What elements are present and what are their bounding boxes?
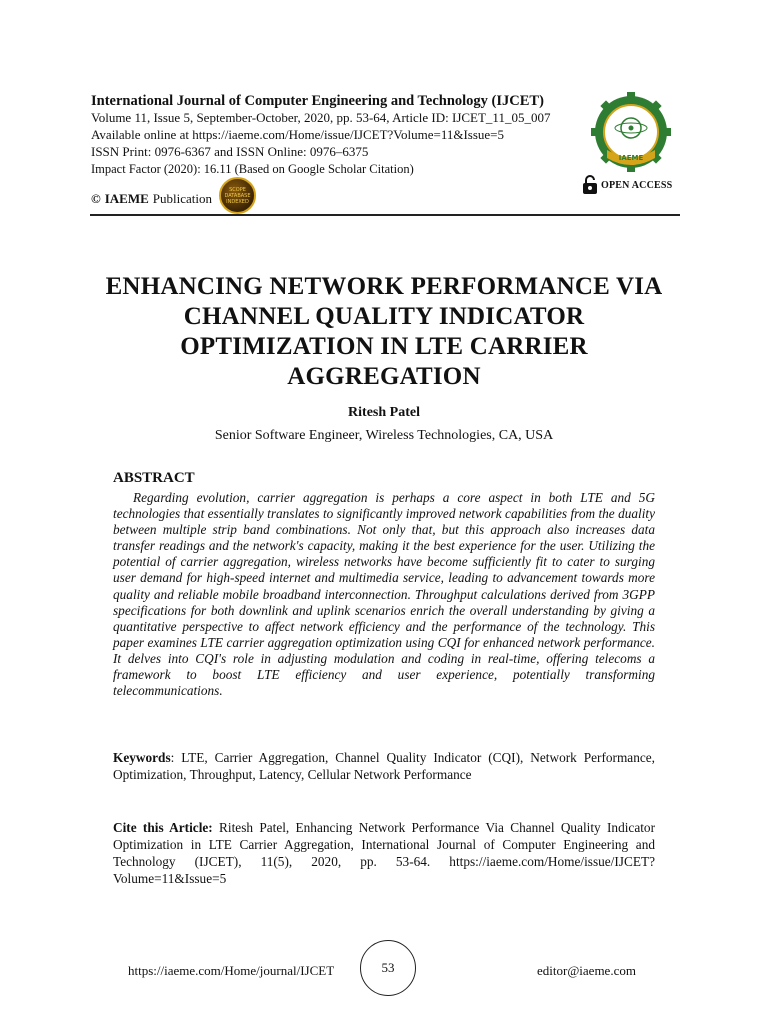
- publisher-name: IAEME: [104, 191, 149, 206]
- page-number-value: 53: [381, 960, 395, 975]
- page-number: [360, 940, 416, 996]
- cite-label: Cite this Article:: [113, 820, 213, 835]
- padlock-icon: [582, 175, 598, 195]
- author-name: Ritesh Patel: [348, 405, 420, 420]
- copyright-symbol: ©: [91, 191, 101, 206]
- scope-badge-line-2: DATABASE: [224, 192, 251, 199]
- cite-this-article: [113, 819, 655, 887]
- cite-text: Ritesh Patel, Enhancing Network Performance Via Channel Quality Indicator Optimization in LTE Carrier Aggregation, International Journal of Computer Engineering and Technology (IJCET), 11(5), 2020, pp. 53-64. https://iaeme.com/Home/issue/IJCET?Volume=11&Issue=5: [113, 820, 655, 886]
- logo-label: IAEME: [618, 154, 644, 162]
- keywords-label: Keywords: [113, 750, 171, 765]
- keywords: [113, 749, 655, 783]
- scope-badge-line-1: SCOPE: [229, 186, 246, 193]
- available-online-line: Available online at https://iaeme.com/Home/issue/IJCET?Volume=11&Issue=5: [91, 127, 505, 142]
- journal-title: International Journal of Computer Engineering and Technology (IJCET): [91, 93, 544, 109]
- header-divider: [90, 214, 680, 216]
- issn-line: ISSN Print: 0976-6367 and ISSN Online: 0976–6375: [91, 144, 369, 159]
- open-access-label: OPEN ACCESS: [601, 179, 673, 191]
- open-access-badge: [582, 175, 672, 195]
- iaeme-logo: [581, 92, 681, 178]
- keywords-text: : LTE, Carrier Aggregation, Channel Quality Indicator (CQI), Network Performance, Optimization, Throughput, Latency, Cellular Network Performance: [113, 750, 655, 782]
- footer-email-link[interactable]: editor@iaeme.com: [537, 963, 636, 978]
- publisher-line: [91, 191, 212, 207]
- paper-title: ENHANCING NETWORK PERFORMANCE VIA CHANNEL QUALITY INDICATOR OPTIMIZATION IN LTE CARRIER AGGREGATION: [105, 273, 663, 390]
- abstract-heading: ABSTRACT: [113, 470, 195, 486]
- footer-journal-link[interactable]: https://iaeme.com/Home/journal/IJCET: [128, 963, 335, 978]
- abstract-text: Regarding evolution, carrier aggregation is perhaps a core aspect in both LTE and 5G technologies that essentially translates to significantly improved network capabilities from the duality between multiple strip band combinations. Not only that, but this approach also increases data transfer readings and the network's capacity, making it the best experience for the user. Utilizing the potential of carrier aggregation, wireless networks have become sufficiently fit to cater to surging user demand for high-speed internet and multimedia service, leading to advancement towards more quality and reliable mobile broadband interconnection. Throughput calculations derived from 3GPP specifications for both downlink and uplink scenarios enrich the overall understanding by giving a quantitative perspective to affect network efficiency and the performance of the technology. This paper examines LTE carrier aggregation optimization using CQI for enhanced network performance. It delves into CQI's role in adjusting modulation and coding in real-time, offering telecoms a framework to boost LTE efficiency and user experience, potentially transforming telecommunications.: [113, 490, 655, 699]
- scope-indexed-badge: [219, 177, 256, 214]
- volume-line: Volume 11, Issue 5, September-October, 2020, pp. 53-64, Article ID: IJCET_11_05_007: [91, 110, 551, 125]
- impact-factor-line: Impact Factor (2020): 16.11 (Based on Google Scholar Citation): [91, 162, 414, 176]
- publisher-suffix: Publication: [152, 191, 212, 206]
- scope-badge-line-3: INDEXED: [226, 198, 249, 205]
- author-affiliation: Senior Software Engineer, Wireless Technologies, CA, USA: [214, 428, 554, 443]
